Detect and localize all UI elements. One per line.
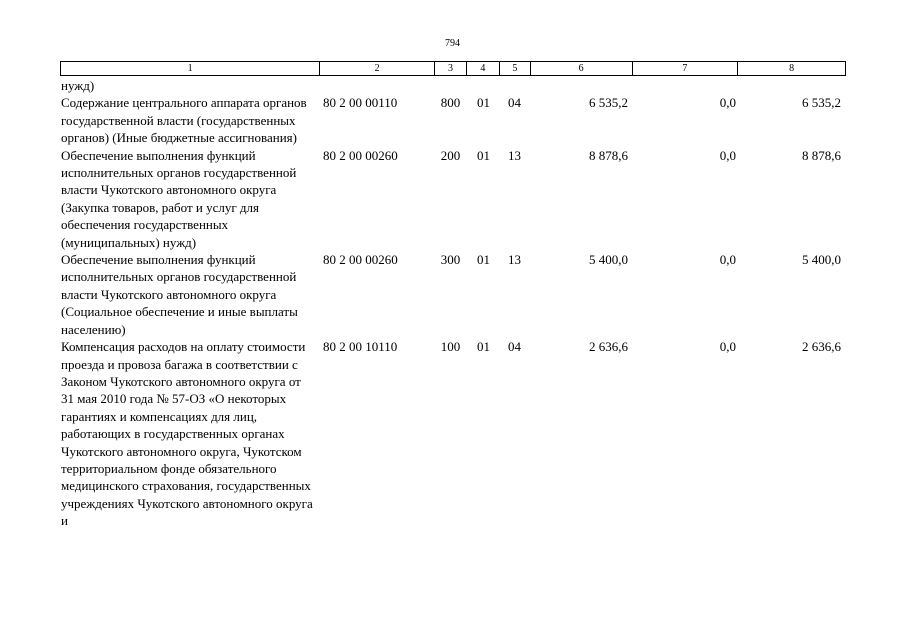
row-rz: 01 bbox=[477, 339, 490, 355]
row-value-8: 8 878,6 bbox=[802, 147, 841, 163]
row-pr: 04 bbox=[508, 95, 521, 111]
column-header-3: 3 bbox=[435, 62, 467, 75]
column-header-1: 1 bbox=[61, 62, 320, 75]
table-header bbox=[60, 61, 846, 76]
row-value-7: 0,0 bbox=[719, 147, 736, 163]
row-value-8: 6 535,2 bbox=[802, 95, 841, 111]
row-value-6: 8 878,6 bbox=[589, 147, 628, 163]
row-code: 80 2 00 00260 bbox=[323, 147, 398, 163]
row-rz: 01 bbox=[477, 95, 490, 111]
row-value-7: 0,0 bbox=[719, 339, 736, 355]
column-header-6: 6 bbox=[531, 62, 633, 75]
row-value-6: 2 636,6 bbox=[589, 339, 628, 355]
row-code: 80 2 00 00260 bbox=[323, 252, 398, 268]
row-name: Обеспечение выполнения функций исполнительных органов государственной власти Чукотского автономного округа (Социальное обеспечение и иные выплаты населению) bbox=[61, 252, 298, 337]
table-body bbox=[61, 77, 847, 530]
row-pr: 13 bbox=[508, 147, 521, 163]
row-pr: 04 bbox=[508, 339, 521, 355]
row-value-8: 5 400,0 bbox=[802, 252, 841, 268]
row-vr: 200 bbox=[440, 147, 461, 163]
continuation-row bbox=[61, 77, 847, 94]
row-value-6: 5 400,0 bbox=[589, 252, 628, 268]
table-row bbox=[61, 94, 847, 146]
row-value-6: 6 535,2 bbox=[589, 95, 628, 111]
continuation-text: нужд) bbox=[61, 78, 95, 93]
column-header-4: 4 bbox=[467, 62, 500, 75]
row-value-7: 0,0 bbox=[719, 95, 736, 111]
table-row bbox=[61, 251, 847, 338]
row-vr: 300 bbox=[440, 252, 461, 268]
row-pr: 13 bbox=[508, 252, 521, 268]
row-vr: 100 bbox=[440, 339, 461, 355]
row-code: 80 2 00 00110 bbox=[323, 95, 398, 111]
row-name: Обеспечение выполнения функций исполнительных органов государственной власти Чукотского автономного округа (Закупка товаров, работ и услуг для обеспечения государственных (муниципальных) нужд) bbox=[61, 147, 297, 250]
row-rz: 01 bbox=[477, 252, 490, 268]
column-header-8: 8 bbox=[789, 63, 795, 74]
row-name: Компенсация расходов на оплату стоимости проезда и провоза багажа в соответствии с Законом Чукотского автономного округа от 31 мая 2010 года № 57-ОЗ «О некоторых гарантиях и компенсациях для лиц, работающих в государственных органах Чукотского автономного округа, Чукотском территориальном фонде обязательного медицинского страхования, государственных учреждениях Чукотского автономного округа и bbox=[61, 339, 313, 529]
row-vr: 800 bbox=[440, 95, 461, 111]
row-rz: 01 bbox=[477, 147, 490, 163]
row-name: Содержание центрального аппарата органов государственной власти (государственных органов) (Иные бюджетные ассигнования) bbox=[61, 95, 307, 146]
row-code: 80 2 00 10110 bbox=[323, 339, 398, 355]
table-row bbox=[61, 338, 847, 529]
row-value-7: 0,0 bbox=[719, 252, 736, 268]
row-value-8: 2 636,6 bbox=[802, 339, 841, 355]
page-number: 794 bbox=[445, 38, 460, 49]
column-header-5: 5 bbox=[500, 62, 531, 75]
column-header-2: 2 bbox=[320, 62, 435, 75]
table-row bbox=[61, 147, 847, 251]
column-header-7: 7 bbox=[633, 62, 739, 75]
